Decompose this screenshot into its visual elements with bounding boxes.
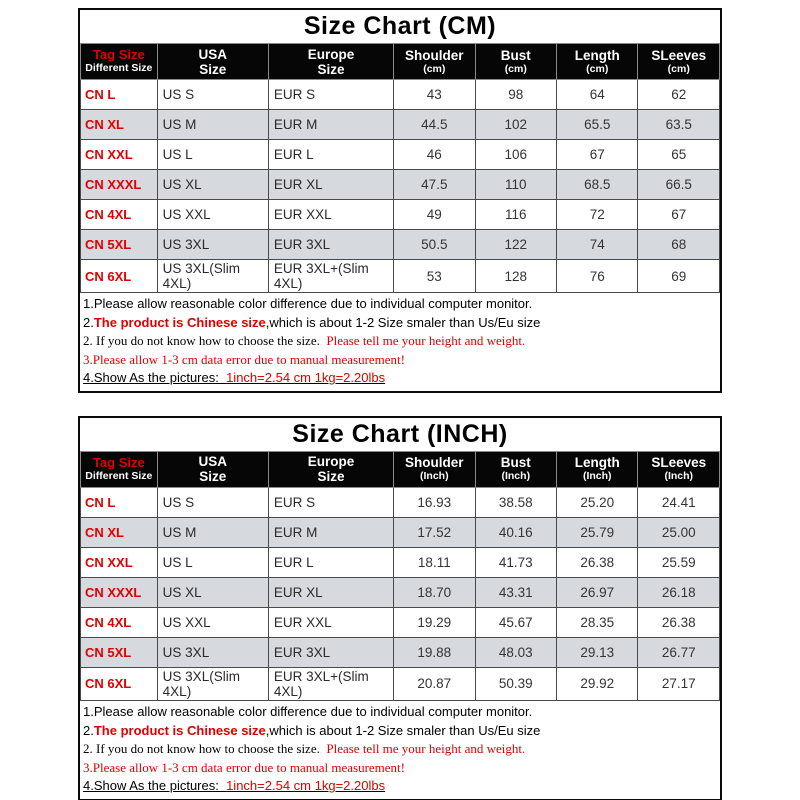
cell-tag-size: CN XXL — [81, 547, 158, 577]
cell-shoulder: 50.5 — [394, 230, 475, 260]
cell-sleeves: 69 — [638, 260, 720, 293]
cell-length: 26.38 — [557, 547, 638, 577]
note-line — [83, 777, 716, 796]
column-header-sleeves — [638, 451, 720, 487]
cell-europe-size: EUR XXL — [268, 607, 393, 637]
note-line — [83, 740, 716, 759]
column-header-usa-size — [157, 44, 268, 80]
note-segment: 1inch=2.54 cm 1kg=2.20lbs — [226, 370, 386, 386]
header-row — [81, 451, 720, 487]
cell-shoulder: 18.11 — [394, 547, 475, 577]
note-segment: 1inch=2.54 cm 1kg=2.20lbs — [226, 778, 386, 794]
cell-bust: 45.67 — [475, 607, 556, 637]
cell-shoulder: 19.88 — [394, 637, 475, 667]
cell-tag-size: CN 4XL — [81, 200, 158, 230]
cell-sleeves: 68 — [638, 230, 720, 260]
table-row — [81, 667, 720, 700]
header-measure-unit: (cm) — [667, 62, 690, 75]
cell-tag-size: CN 6XL — [81, 667, 158, 700]
note-segment: Please tell me your height and weight. — [326, 333, 526, 349]
cell-bust: 116 — [475, 200, 556, 230]
cell-usa-size: US L — [157, 140, 268, 170]
cell-bust: 50.39 — [475, 667, 556, 700]
table-row — [81, 607, 720, 637]
column-header-shoulder — [394, 44, 475, 80]
cell-bust: 43.31 — [475, 577, 556, 607]
cell-sleeves: 26.38 — [638, 607, 720, 637]
cell-sleeves: 67 — [638, 200, 720, 230]
header-measure-label: Bust — [500, 47, 531, 63]
cell-shoulder: 43 — [394, 80, 475, 110]
cell-length: 26.97 — [557, 577, 638, 607]
table-body — [81, 80, 720, 293]
cell-usa-size: US 3XL — [157, 637, 268, 667]
cell-usa-size: US M — [157, 517, 268, 547]
cell-tag-size: CN XXL — [81, 140, 158, 170]
cell-length: 64 — [557, 80, 638, 110]
size-table — [80, 451, 720, 701]
note-segment: 3.Please allow 1-3 cm data error due to manual measurement! — [83, 759, 405, 775]
header-europe-line1: Europe — [307, 454, 355, 470]
cell-tag-size: CN 6XL — [81, 260, 158, 293]
size-table — [80, 43, 720, 293]
cell-europe-size: EUR S — [268, 487, 393, 517]
cell-usa-size: US M — [157, 110, 268, 140]
cell-bust: 128 — [475, 260, 556, 293]
column-header-length — [557, 451, 638, 487]
note-segment: 1.Please allow reasonable color difference due to individual computer monitor. — [83, 703, 533, 719]
cell-usa-size: US 3XL(Slim 4XL) — [157, 260, 268, 293]
note-line — [83, 332, 716, 351]
cell-length: 65.5 — [557, 110, 638, 140]
chart-title: Size Chart (INCH) — [292, 419, 508, 448]
cell-bust: 122 — [475, 230, 556, 260]
cell-shoulder: 18.70 — [394, 577, 475, 607]
table-row — [81, 547, 720, 577]
cell-tag-size: CN 5XL — [81, 637, 158, 667]
cell-europe-size: EUR 3XL — [268, 230, 393, 260]
header-usa-line1: USA — [198, 46, 228, 62]
header-different-size-label: Different Size — [85, 469, 153, 482]
note-line — [83, 369, 716, 388]
note-segment: The product is Chinese size — [93, 314, 266, 330]
header-measure-label: Bust — [500, 455, 531, 471]
column-header-bust — [475, 44, 556, 80]
cell-europe-size: EUR 3XL+(Slim 4XL) — [268, 667, 393, 700]
cell-length: 25.20 — [557, 487, 638, 517]
table-row — [81, 170, 720, 200]
cell-usa-size: US XL — [157, 170, 268, 200]
note-line — [83, 314, 716, 333]
column-header-europe-size — [268, 451, 393, 487]
note-segment: 4.Show As the pictures: — [83, 778, 227, 794]
note-line — [83, 351, 716, 370]
table-row — [81, 577, 720, 607]
note-segment: 4.Show As the pictures: — [83, 370, 227, 386]
header-usa-line2: Size — [199, 469, 227, 485]
cell-sleeves: 66.5 — [638, 170, 720, 200]
table-body — [81, 487, 720, 700]
cell-length: 67 — [557, 140, 638, 170]
header-measure-unit: (cm) — [423, 62, 446, 75]
cell-europe-size: EUR L — [268, 547, 393, 577]
cell-europe-size: EUR M — [268, 517, 393, 547]
cell-length: 68.5 — [557, 170, 638, 200]
table-row — [81, 80, 720, 110]
column-header-tag-size — [81, 44, 158, 80]
header-measure-label: SLeeves — [651, 47, 707, 63]
cell-tag-size: CN XL — [81, 110, 158, 140]
header-measure-label: SLeeves — [651, 455, 707, 471]
cell-length: 72 — [557, 200, 638, 230]
column-header-tag-size — [81, 451, 158, 487]
cell-tag-size: CN XXXL — [81, 170, 158, 200]
cell-shoulder: 44.5 — [394, 110, 475, 140]
note-segment: 2. If you do not know how to choose the size. — [83, 741, 327, 757]
header-usa-line2: Size — [199, 61, 227, 77]
column-header-europe-size — [268, 44, 393, 80]
cell-length: 28.35 — [557, 607, 638, 637]
header-measure-label: Length — [574, 47, 620, 63]
note-segment: 2. If you do not know how to choose the size. — [83, 333, 327, 349]
table-row — [81, 200, 720, 230]
cell-length: 74 — [557, 230, 638, 260]
cell-europe-size: EUR L — [268, 140, 393, 170]
cell-length: 76 — [557, 260, 638, 293]
cell-europe-size: EUR S — [268, 80, 393, 110]
cell-bust: 102 — [475, 110, 556, 140]
cell-tag-size: CN XL — [81, 517, 158, 547]
cell-shoulder: 19.29 — [394, 607, 475, 637]
chart-title: Size Chart (CM) — [303, 12, 497, 40]
cell-europe-size: EUR M — [268, 110, 393, 140]
note-segment: Please tell me your height and weight. — [326, 741, 526, 757]
note-segment: ,which is about 1-2 Size smaler than Us/Eu size — [265, 314, 541, 330]
header-measure-unit: (cm) — [586, 62, 609, 75]
cell-bust: 38.58 — [475, 487, 556, 517]
column-header-sleeves — [638, 44, 720, 80]
cell-tag-size: CN L — [81, 80, 158, 110]
cell-length: 29.92 — [557, 667, 638, 700]
table-row — [81, 110, 720, 140]
cell-sleeves: 65 — [638, 140, 720, 170]
size-chart — [78, 416, 722, 800]
cell-tag-size: CN L — [81, 487, 158, 517]
column-header-usa-size — [157, 451, 268, 487]
cell-shoulder: 53 — [394, 260, 475, 293]
cell-usa-size: US S — [157, 80, 268, 110]
table-row — [81, 260, 720, 293]
cell-sleeves: 24.41 — [638, 487, 720, 517]
cell-europe-size: EUR XXL — [268, 200, 393, 230]
header-row — [81, 44, 720, 80]
note-line — [83, 295, 716, 314]
header-usa-line1: USA — [198, 454, 228, 470]
cell-usa-size: US L — [157, 547, 268, 577]
cell-sleeves: 27.17 — [638, 667, 720, 700]
cell-bust: 48.03 — [475, 637, 556, 667]
note-line — [83, 722, 716, 741]
table-row — [81, 487, 720, 517]
cell-sleeves: 25.00 — [638, 517, 720, 547]
cell-length: 25.79 — [557, 517, 638, 547]
header-measure-unit: (cm) — [504, 62, 527, 75]
cell-europe-size: EUR 3XL+(Slim 4XL) — [268, 260, 393, 293]
cell-sleeves: 25.59 — [638, 547, 720, 577]
note-segment: 3.Please allow 1-3 cm data error due to manual measurement! — [83, 351, 405, 367]
header-measure-label: Length — [574, 455, 620, 471]
header-europe-line2: Size — [317, 469, 345, 485]
cell-shoulder: 47.5 — [394, 170, 475, 200]
note-segment: 1.Please allow reasonable color difference due to individual computer monitor. — [83, 296, 533, 311]
notes-block — [80, 701, 720, 799]
cell-bust: 40.16 — [475, 517, 556, 547]
note-segment: The product is Chinese size — [93, 722, 266, 738]
cell-tag-size: CN 5XL — [81, 230, 158, 260]
cell-europe-size: EUR XL — [268, 170, 393, 200]
table-row — [81, 517, 720, 547]
column-header-length — [557, 44, 638, 80]
header-tag-size-label: Tag Size — [92, 47, 145, 62]
cell-bust: 41.73 — [475, 547, 556, 577]
cell-shoulder: 17.52 — [394, 517, 475, 547]
header-measure-label: Shoulder — [405, 47, 464, 63]
note-line — [83, 703, 716, 722]
cell-usa-size: US S — [157, 487, 268, 517]
cell-bust: 98 — [475, 80, 556, 110]
cell-tag-size: CN 4XL — [81, 607, 158, 637]
note-segment: 2. — [83, 314, 94, 330]
cell-europe-size: EUR 3XL — [268, 637, 393, 667]
cell-sleeves: 26.18 — [638, 577, 720, 607]
header-europe-line1: Europe — [307, 46, 355, 62]
cell-usa-size: US XL — [157, 577, 268, 607]
cell-europe-size: EUR XL — [268, 577, 393, 607]
cell-shoulder: 20.87 — [394, 667, 475, 700]
cell-shoulder: 46 — [394, 140, 475, 170]
cell-usa-size: US 3XL(Slim 4XL) — [157, 667, 268, 700]
cell-tag-size: CN XXXL — [81, 577, 158, 607]
header-measure-unit: (Inch) — [420, 470, 449, 483]
cell-sleeves: 63.5 — [638, 110, 720, 140]
cell-usa-size: US XXL — [157, 200, 268, 230]
table-row — [81, 637, 720, 667]
cell-sleeves: 26.77 — [638, 637, 720, 667]
header-tag-size-label: Tag Size — [92, 454, 145, 470]
notes-block — [80, 293, 720, 391]
cell-shoulder: 16.93 — [394, 487, 475, 517]
cell-usa-size: US 3XL — [157, 230, 268, 260]
cell-shoulder: 49 — [394, 200, 475, 230]
header-measure-unit: (Inch) — [664, 470, 694, 483]
table-row — [81, 230, 720, 260]
cell-usa-size: US XXL — [157, 607, 268, 637]
header-measure-unit: (Inch) — [501, 470, 531, 483]
cell-bust: 106 — [475, 140, 556, 170]
header-europe-line2: Size — [317, 61, 345, 77]
size-chart — [78, 8, 722, 393]
note-segment: ,which is about 1-2 Size smaler than Us/Eu size — [265, 722, 541, 738]
header-different-size-label: Different Size — [85, 62, 153, 74]
cell-bust: 110 — [475, 170, 556, 200]
cell-sleeves: 62 — [638, 80, 720, 110]
header-measure-label: Shoulder — [405, 455, 464, 471]
note-line — [83, 759, 716, 778]
column-header-shoulder — [394, 451, 475, 487]
header-measure-unit: (Inch) — [582, 470, 612, 483]
note-segment: 2. — [83, 722, 94, 738]
cell-length: 29.13 — [557, 637, 638, 667]
column-header-bust — [475, 451, 556, 487]
table-row — [81, 140, 720, 170]
